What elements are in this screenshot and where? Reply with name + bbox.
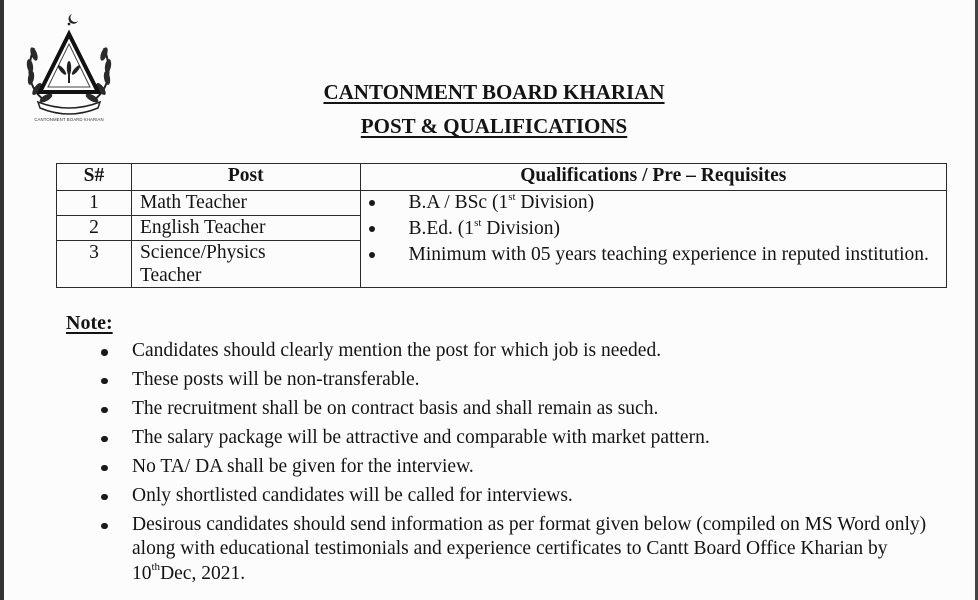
column-header-sn: S#: [57, 164, 132, 191]
row-post: Science/Physics Teacher: [131, 241, 360, 288]
table-row: [57, 191, 947, 216]
column-header-post: Post: [131, 164, 360, 191]
logo-caption: CANTONMENT BOARD KHARIAN: [34, 117, 104, 122]
qualification-item: B.A / BSc (1st Division): [369, 191, 938, 214]
note-heading: Note:: [66, 312, 113, 334]
note-item: The recruitment shall be on contract basis and shall remain as such.: [96, 397, 936, 421]
qualifications-list: [369, 191, 938, 266]
row-serial: 3: [57, 241, 132, 288]
notes-list: [96, 339, 936, 591]
note-item: Only shortlisted candidates will be called for interviews.: [96, 484, 936, 508]
note-item: No TA/ DA shall be given for the interview.: [96, 455, 936, 479]
qualification-item: B.Ed. (1st Division): [369, 217, 938, 240]
row-post: Math Teacher: [131, 191, 360, 216]
cantonment-board-crest-icon: [14, 10, 124, 125]
table-header-row: [57, 164, 947, 191]
row-serial: 1: [57, 191, 132, 216]
column-header-qualifications: Qualifications / Pre – Requisites: [360, 164, 946, 191]
qualification-item: Minimum with 05 years teaching experience in reputed institution.: [369, 243, 938, 266]
note-item: The salary package will be attractive and comparable with market pattern.: [96, 426, 936, 450]
row-post: English Teacher: [131, 216, 360, 241]
note-item: These posts will be non-transferable.: [96, 368, 936, 392]
qualifications-cell: [360, 191, 946, 288]
page-title: CANTONMENT BOARD KHARIAN: [323, 80, 665, 104]
note-item: Desirous candidates should send information as per format given below (compiled on MS Word only) along with educational testimonials and experience certificates to Cantt Board Office Kharian by 10thDec, 2021.: [96, 513, 936, 586]
page-subtitle: POST & QUALIFICATIONS: [360, 114, 628, 138]
note-item: Candidates should clearly mention the post for which job is needed.: [96, 339, 936, 363]
row-serial: 2: [57, 216, 132, 241]
posts-table: [56, 163, 947, 288]
